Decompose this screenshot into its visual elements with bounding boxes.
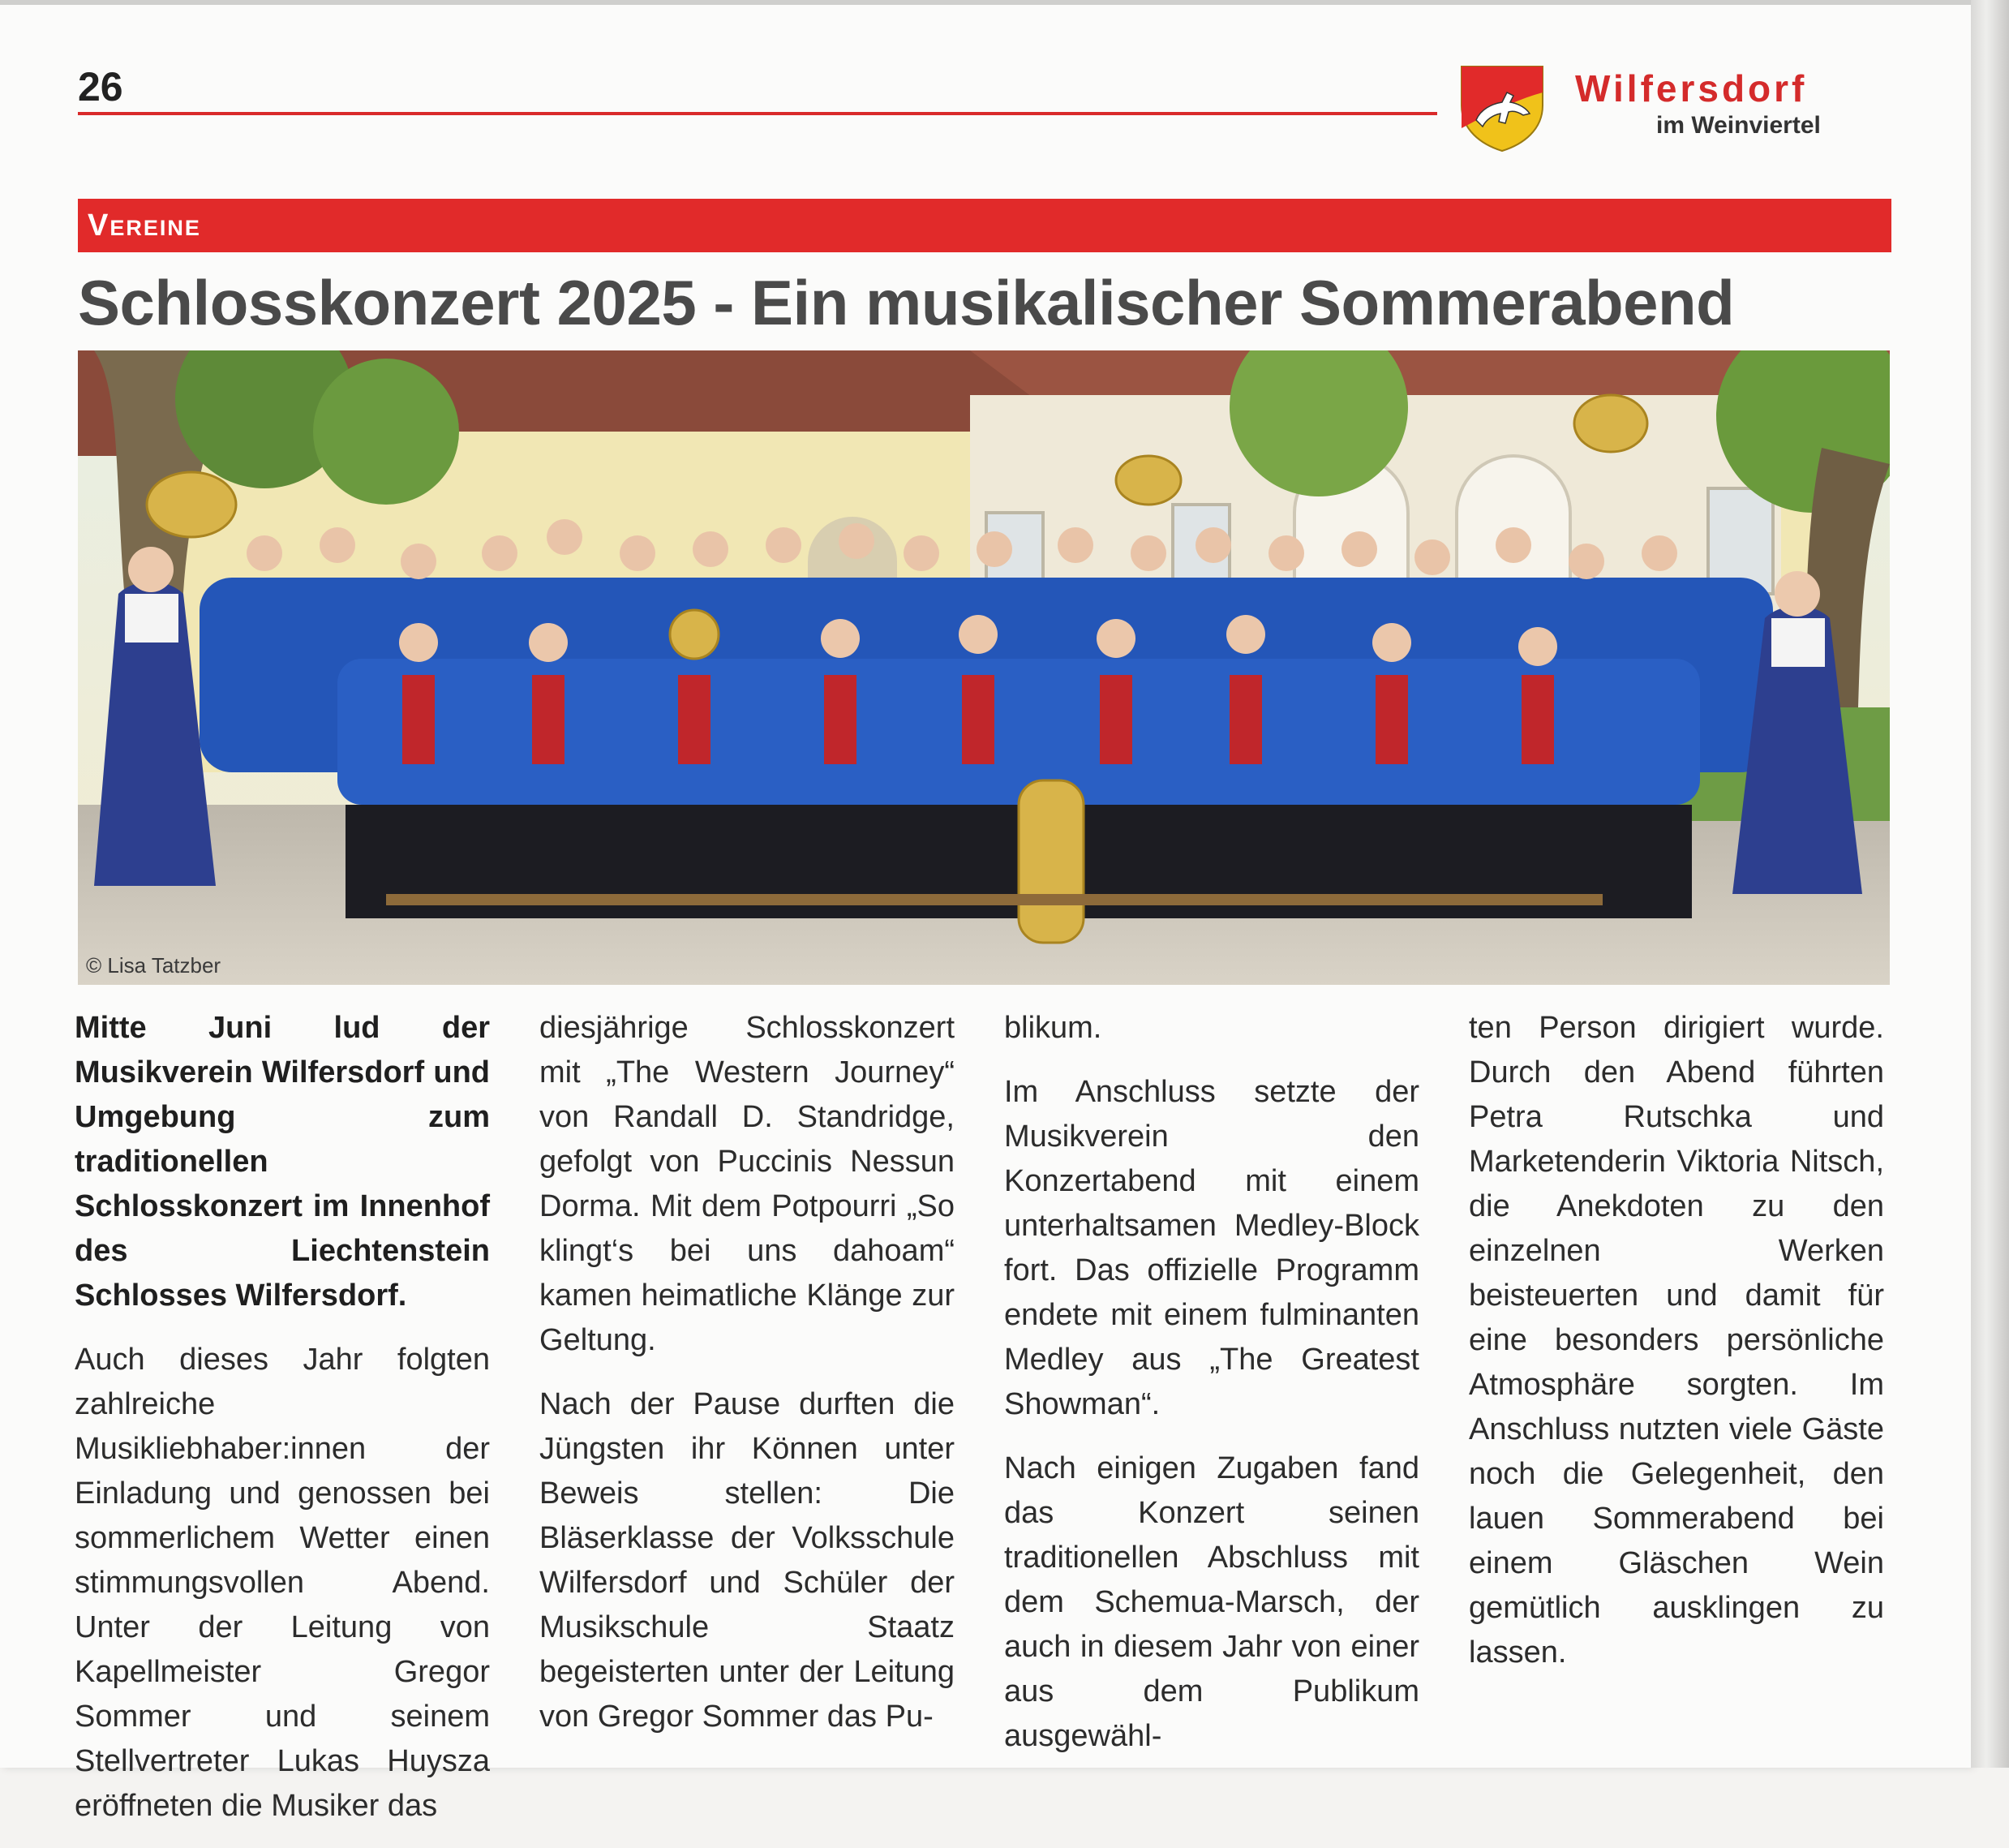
page-number: 26 [78, 64, 123, 110]
brand-subtitle: im Weinviertel [1656, 112, 1821, 139]
article-column-1 [75, 1006, 490, 1848]
next-article-headline-cutoff [78, 1738, 1891, 1770]
article-column-4 [1469, 1006, 1884, 1695]
article-column-3 [1004, 1006, 1419, 1778]
article-paragraph: Nach einigen Zugaben fand das Konzert seinen traditionellen Abschluss mit dem Schemua-Marsch, der auch in diesem Jahr von einer aus dem Publikum ausgewähl- [1004, 1451, 1419, 1753]
section-label: Vereine [88, 208, 201, 243]
wilfersdorf-coat-of-arms-icon [1457, 63, 1548, 153]
article-paragraph: Nach der Pause durften die Jüngsten ihr Können unter Beweis stellen: Die Bläserklasse der Volksschule Wilfersdorf und Schüler der Musikschule Staatz begeisterten unter der Leitung von Gregor Sommer das Pu- [539, 1387, 955, 1734]
article-column-2 [539, 1006, 955, 1759]
article-lead: Mitte Juni lud der Musikverein Wilfersdorf und Umgebung zum traditionellen Schlosskonzert im Innenhof des Liechtenstein Schlosses Wilfersdorf. [75, 1011, 490, 1313]
band-group-photo [78, 350, 1890, 985]
article-paragraph: blikum. [1004, 1011, 1102, 1045]
group-photo-illustration [78, 350, 1890, 985]
article-headline: Schlosskonzert 2025 - Ein musikalischer Sommerabend [78, 267, 1735, 338]
page-edge-shadow [1971, 0, 2009, 1768]
article-paragraph: Im Anschluss setzte der Musikverein den Konzertabend mit einem unterhaltsamen Medley-Block fort. Das offizielle Programm endete mit einem fulminanten Medley aus „The Greatest Showman“. [1004, 1075, 1419, 1421]
brand-name: Wilfersdorf [1575, 67, 1808, 110]
article-paragraph: ten Person dirigiert wurde. Durch den Abend führten Petra Rutschka und Marketenderin Viktoria Nitsch, die Anekdoten zu den einzelnen Werken beisteuerten und damit für eine besonders persönliche Atmosphäre sorgten. Im Anschluss nutzten viele Gäste noch die Gelegenheit, den lauen Sommerabend bei einem Gläschen Wein gemütlich ausklingen zu lassen. [1469, 1011, 1884, 1670]
article-paragraph: Auch dieses Jahr folgten zahlreiche Musikliebhaber:innen der Einladung und genossen bei sommerlichem Wetter einen stimmungsvollen Abend. Unter der Leitung von Kapellmeister Gregor Sommer und seinem Stellvertreter Lukas Huysza eröffneten die Musiker das [75, 1343, 490, 1823]
page-top-edge [0, 0, 2009, 5]
header-rule [78, 112, 1437, 115]
article-paragraph: diesjährige Schlosskonzert mit „The Western Journey“ von Randall D. Standridge, gefolgt von Puccinis Nessun Dorma. Mit dem Potpourri „So klingt‘s bei uns dahoam“ kamen heimatliche Klänge zur Geltung. [539, 1011, 955, 1357]
photo-credit: © Lisa Tatzber [86, 953, 221, 978]
section-bar [78, 199, 1891, 252]
